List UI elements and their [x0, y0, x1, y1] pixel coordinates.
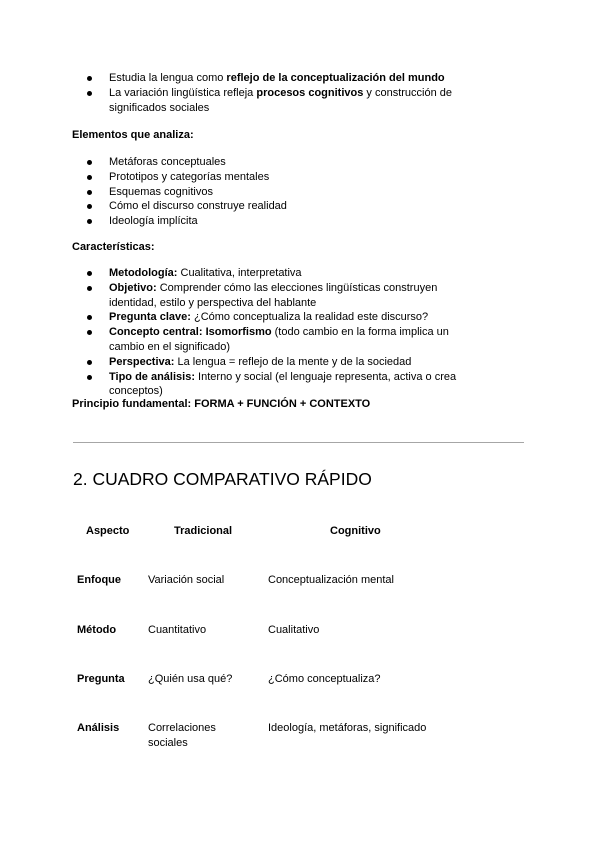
caracteristicas-list	[72, 266, 542, 399]
bullet-icon	[87, 360, 92, 365]
bullet-icon	[87, 204, 92, 209]
table-header-tradicional: Tradicional	[174, 525, 233, 537]
caracteristicas-heading: Características:	[72, 241, 155, 253]
table-header-aspecto: Aspecto	[86, 525, 130, 537]
intro-list	[72, 71, 542, 115]
table-row-label: Enfoque	[77, 574, 121, 586]
list-item-text: Esquemas cognitivos	[109, 185, 213, 198]
list-item-bold: Metodología:	[109, 267, 178, 279]
list-item-bold: Pregunta clave:	[109, 311, 191, 324]
list-item	[72, 170, 542, 185]
list-item-bold: Tipo de análisis:	[109, 370, 195, 383]
list-item	[72, 199, 542, 214]
list-item	[72, 86, 542, 116]
list-item-bold: Concepto central: Isomorfismo	[109, 326, 272, 339]
intro-list-block	[72, 71, 542, 115]
list-item	[72, 155, 542, 170]
list-item-bold: Objetivo:	[109, 281, 157, 294]
list-item	[72, 281, 542, 311]
elementos-heading: Elementos que analiza:	[72, 129, 194, 141]
list-item-text: Interno y social (el lenguaje representa, activa o crea conceptos)	[109, 370, 457, 398]
list-item-bold: Perspectiva:	[109, 355, 175, 368]
list-item-text: Ideología implícita	[109, 215, 198, 228]
list-item	[72, 325, 542, 355]
bullet-icon	[87, 219, 92, 224]
table-cell-cognitivo: Ideología, metáforas, significado	[268, 722, 427, 734]
table-row-label: Pregunta	[77, 673, 125, 685]
list-item-text: Estudia la lengua como	[109, 72, 227, 84]
section-title: 2. CUADRO COMPARATIVO RÁPIDO	[73, 469, 372, 489]
list-item-text: ¿Cómo conceptualiza la realidad este discurso?	[190, 311, 429, 324]
horizontal-divider	[73, 442, 524, 443]
list-item-text: Comprender cómo las elecciones lingüísticas construyen identidad, estilo y perspectiva del hablante	[109, 281, 438, 309]
bullet-icon	[87, 190, 92, 195]
list-item	[72, 214, 542, 229]
table-cell-tradicional: Cuantitativo	[148, 624, 207, 636]
list-item-text: Prototipos y categorías mentales	[109, 170, 270, 183]
list-item	[72, 266, 542, 281]
list-item	[72, 185, 542, 200]
bullet-icon	[87, 76, 92, 81]
table-row-label: Análisis	[77, 722, 120, 734]
bullet-icon	[87, 330, 92, 335]
table-row-label: Método	[77, 624, 117, 636]
list-item-text: Metáforas conceptuales	[109, 156, 226, 168]
table-cell-cognitivo: Conceptualización mental	[268, 574, 394, 586]
list-item-text: y construcción de significados sociales	[109, 86, 452, 114]
table-cell-tradicional: Variación social	[148, 574, 225, 586]
bullet-icon	[87, 91, 92, 96]
bullet-icon	[87, 271, 92, 276]
list-item	[72, 355, 542, 370]
list-item-text: La lengua = reflejo de la mente y de la sociedad	[174, 355, 412, 368]
list-item	[72, 310, 542, 325]
bullet-icon	[87, 286, 92, 291]
table-header-cognitivo: Cognitivo	[330, 525, 381, 537]
elementos-list	[72, 155, 542, 229]
table-cell-cognitivo: Cualitativo	[268, 624, 320, 636]
list-item	[72, 71, 542, 86]
list-item-bold: reflejo de la conceptualización del mundo	[226, 72, 445, 84]
bullet-icon	[87, 175, 92, 180]
bullet-icon	[87, 375, 92, 380]
list-item	[72, 370, 542, 400]
list-item-text: Cómo el discurso construye realidad	[109, 200, 287, 213]
table-cell-tradicional: ¿Quién usa qué?	[148, 673, 233, 685]
list-item-text: La variación lingüística refleja	[109, 86, 257, 99]
principio-fundamental: Principio fundamental: FORMA + FUNCIÓN + CONTEXTO	[72, 398, 371, 410]
list-item-text: Cualitativa, interpretativa	[177, 267, 302, 279]
bullet-icon	[87, 160, 92, 165]
list-item-text: (todo cambio en la forma implica un cambio en el significado)	[109, 326, 449, 353]
elementos-list-block	[72, 155, 542, 229]
table-cell-tradicional: Correlaciones sociales	[148, 722, 216, 749]
table-cell-cognitivo: ¿Cómo conceptualiza?	[268, 673, 381, 685]
bullet-icon	[87, 315, 92, 320]
caracteristicas-list-block	[72, 266, 542, 399]
list-item-bold: procesos cognitivos	[256, 86, 364, 99]
